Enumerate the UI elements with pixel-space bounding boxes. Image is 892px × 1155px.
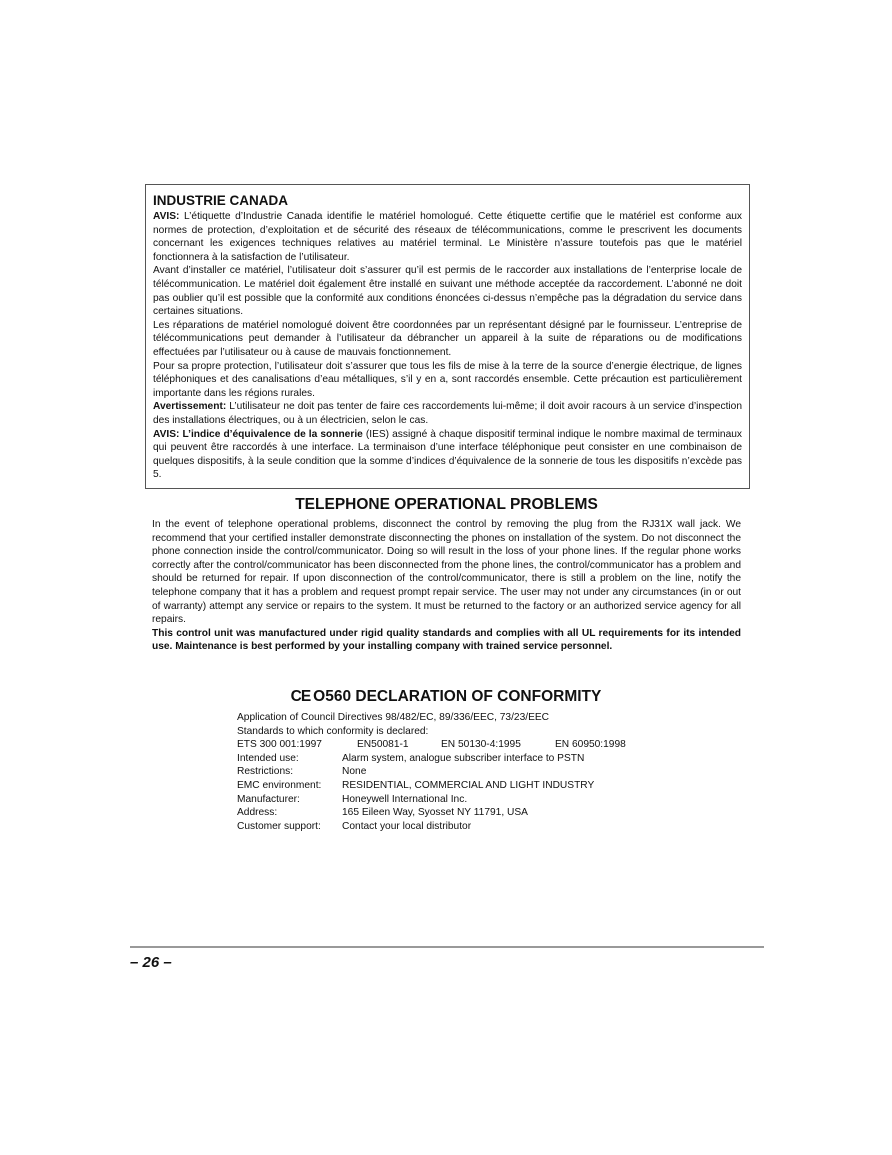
quality-note: This control unit was manufactured under rigid quality standards and complies with all UL requirements for its intended use. Maintenance is best performed by your installing company with trained service personnel. [152, 627, 741, 653]
ic-ies-text: (IES) assigné à chaque dispositif terminal indique le nombre maximal de terminaux qui peuvent être raccordés à une interface. La terminaison d’une interface téléphonique peut consister en une combinaison de quelques dispositifs, à la seule condition que la somme d’indices d’équivalence de la sonnerie de tous les dispositifs n’excède pas 5. [153, 428, 742, 481]
row-value: None [342, 766, 367, 778]
ic-warning-text: L’utilisateur ne doit pas tenter de faire ces raccordements lui-même; il doit avoir racours à un service d’inspection des installations électriques, ou à un électricien, selon le cas. [153, 401, 742, 426]
ic-avis-text: L’étiquette d’Industrie Canada identifie le matériel homologué. Cette étiquette certifie que le matériel est conforme aux normes de protection, d’exploitation et de sécurité des réseaux de télécommunications, comme le prescrivent les documents concernant les exigences techniques relatives au matériel terminal. Le Ministère n’assure toutefois pas que le matériel fonctionnera à la satisfaction de l’utilisateur. [153, 211, 742, 263]
row-label: Address: [237, 807, 278, 819]
standards-list [237, 738, 687, 752]
standard-item: EN50081-1 [357, 739, 409, 751]
ce-mark-icon: CE [290, 688, 311, 705]
ic-paragraph-warning [153, 400, 742, 427]
industrie-canada-title: INDUSTRIE CANADA [153, 193, 288, 208]
telephone-problems-title: TELEPHONE OPERATIONAL PROBLEMS [295, 496, 598, 513]
ic-avis-lead: AVIS: [153, 211, 180, 222]
standard-item: EN 60950:1998 [555, 739, 626, 751]
row-label: EMC environment: [237, 779, 322, 791]
declaration-row [237, 765, 687, 779]
declaration-title-text: O560 DECLARATION OF CONFORMITY [313, 688, 602, 705]
row-value: RESIDENTIAL, COMMERCIAL AND LIGHT INDUSTRY [342, 779, 595, 791]
row-label: Manufacturer: [237, 793, 300, 805]
ic-paragraph-installation: Avant d’installer ce matériel, l’utilisateur doit s’assurer qu’il est permis de le raccorder aux installations de l’enterprise locale de télécommunication. Le matériel doit également être installé en suivant une méthode acceptée da raccordement. L’abonné ne doit pas oublier qu’il est possible que la conformité aux conditions énoncées ci-dessus n’empêche pas la dégradation du service dans certaines situations. [153, 265, 742, 318]
row-value: Contact your local distributor [342, 820, 472, 832]
row-label: Customer support: [237, 820, 321, 832]
declaration-row [237, 752, 687, 766]
standard-item: EN 50130-4:1995 [441, 739, 521, 751]
row-value: Alarm system, analogue subscriber interface to PSTN [342, 752, 585, 764]
row-value: 165 Eileen Way, Syosset NY 11791, USA [342, 807, 528, 819]
telephone-problems-section [152, 496, 741, 654]
standards-intro: Standards to which conformity is declared: [237, 725, 429, 737]
ic-paragraph-avis [153, 210, 742, 264]
page-number: – 26 – [130, 954, 172, 971]
industrie-canada-box [145, 184, 750, 489]
standard-item: ETS 300 001:1997 [237, 739, 322, 751]
ic-warning-lead: Avertissement: [153, 401, 227, 413]
row-label: Restrictions: [237, 766, 294, 778]
ic-paragraph-repairs: Les réparations de matériel nomologué doivent être coordonnées par un représentant désigné par le fournisseur. L’entreprise de télécommunications peut demander à l’utilisateur da débrancher un appareil à la suite de réparations ou de modifications effectuées par l’utilisateur ou à cause de mauvais fonctionnement. [153, 319, 742, 358]
declaration-row [237, 806, 687, 820]
declaration-row [237, 779, 687, 793]
declaration-details [237, 711, 687, 833]
row-value: Honeywell International Inc. [342, 793, 468, 805]
declaration-title [0, 688, 892, 706]
declaration-row [237, 820, 687, 834]
footer-divider [130, 946, 764, 948]
council-directives: Application of Council Directives 98/482/EC, 89/336/EEC, 73/23/EEC [237, 712, 550, 723]
ic-ies-lead: AVIS: L’indice d’équivalence de la sonnerie [153, 428, 363, 440]
ic-paragraph-ies [153, 428, 742, 482]
row-label: Intended use: [237, 752, 299, 764]
declaration-row [237, 793, 687, 807]
telephone-problems-body: In the event of telephone operational problems, disconnect the control by removing the plug from the RJ31X wall jack. We recommend that your certified installer demonstrate disconnecting the phones on installation of the system. Do not disconnect the phone connection inside the control/communicator. Doing so will result in the loss of your phone lines. If the regular phone works correctly after the control/communicator has been disconnected from the phone lines, the control/communicator has a problem and should be returned for repair. If upon disconnection of the control/communicator, there is still a problem on the line, notify the telephone company that it has a problem and request prompt repair service. The user may not under any circumstances (in or out of warranty) attempt any service or repairs to the system. It must be returned to the factory or an authorized service agency for all repairs. [152, 519, 741, 626]
ic-paragraph-grounding: Pour sa propre protection, l’utilisateur doit s’assurer que tous les fils de mise à la terre de la source d’energie électrique, de lignes téléphoniques et des canalisations d’eau métalliques, s’il y en a, sont raccordés ensemble. Cette précaution est particulièrement importante dans les régions rurales. [153, 360, 742, 399]
